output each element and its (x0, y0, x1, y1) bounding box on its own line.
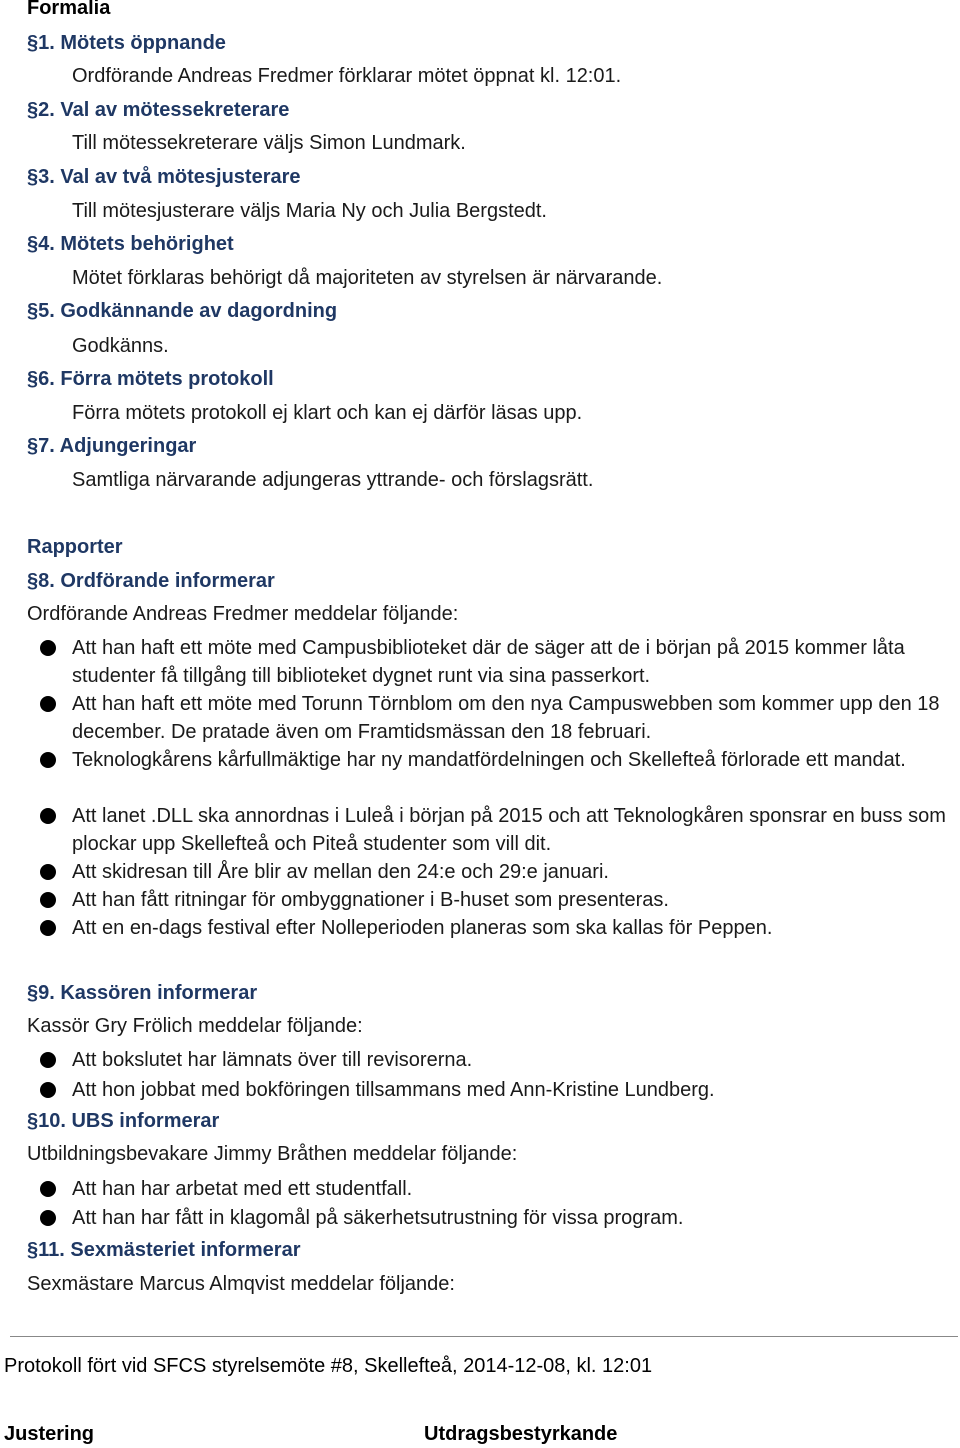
section-10-heading: §10. UBS informerar (27, 1110, 220, 1132)
formalia-heading: Formalia (27, 0, 111, 19)
bullet-icon (40, 1181, 56, 1197)
section-number: §4. (27, 233, 55, 255)
bullet-icon (40, 1210, 56, 1226)
section-8-heading: §8. Ordförande informerar (27, 570, 275, 592)
list-item: Att en en-dags festival efter Nolleperioden planeras som ska kallas för Peppen. (40, 914, 950, 942)
list-item: Att han haft ett möte med Torunn Törnblom om den nya Campuswebben som kommer upp den 18 december. De pratade även om Framtidsmässan den 18 februari. (40, 690, 950, 746)
footer-text: Protokoll fört vid SFCS styrelsemöte #8, Skellefteå, 2014-12-08, kl. 12:01 (4, 1355, 653, 1377)
bullet-icon (40, 864, 56, 880)
section-title: Mötets öppnande (60, 32, 226, 54)
bullet-icon (40, 1082, 56, 1098)
section-3-heading (27, 165, 301, 189)
list-item: Att hon jobbat med bokföringen tillsammans med Ann-Kristine Lundberg. (40, 1076, 950, 1104)
list-item: Att han haft ett möte med Campusbiblioteket där de säger att de i början på 2015 kommer låta studenter få tillgång till biblioteket dygnet runt via sina passerkort. (40, 634, 950, 690)
section-4-heading (27, 232, 234, 256)
bullet-icon (40, 892, 56, 908)
section-7-heading (27, 434, 196, 458)
bullet-icon (40, 1052, 56, 1068)
list-item: Teknologkårens kårfullmäktige har ny mandatfördelningen och Skellefteå förlorade ett mandat. (40, 746, 950, 774)
section-4-body: Mötet förklaras behörigt då majoriteten av styrelsen är närvarande. (72, 267, 663, 289)
section-title: Adjungeringar (59, 435, 197, 457)
signature-label-justering: Justering (4, 1423, 95, 1445)
section-6-heading (27, 367, 274, 391)
bullet-icon (40, 696, 56, 712)
section-10-intro: Utbildningsbevakare Jimmy Bråthen meddelar följande: (27, 1143, 518, 1165)
section-title: Godkännande av dagordning (60, 300, 338, 322)
bullet-icon (40, 920, 56, 936)
section-9-heading: §9. Kassören informerar (27, 982, 258, 1004)
list-item: Att lanet .DLL ska annordnas i Luleå i början på 2015 och att Teknologkåren sponsrar en buss som plockar upp Skellefteå och Piteå studenter som vill dit. (40, 802, 950, 858)
list-item: Att han har arbetat med ett studentfall. (40, 1175, 950, 1203)
section-7-body: Samtliga närvarande adjungeras yttrande- och förslagsrätt. (72, 469, 594, 491)
list-item: Att han har fått in klagomål på säkerhetsutrustning för vissa program. (40, 1204, 950, 1232)
rapporter-heading: Rapporter (27, 536, 123, 558)
section-1-body: Ordförande Andreas Fredmer förklarar mötet öppnat kl. 12:01. (72, 65, 622, 87)
section-3-body: Till mötesjusterare väljs Maria Ny och Julia Bergstedt. (72, 200, 547, 222)
section-8-intro: Ordförande Andreas Fredmer meddelar följande: (27, 603, 459, 625)
section-number: §3. (27, 166, 55, 188)
bullet-icon (40, 752, 56, 768)
section-11-heading: §11. Sexmästeriet informerar (27, 1239, 301, 1261)
section-title: Val av två mötesjusterare (60, 166, 301, 188)
section-number: §1. (27, 32, 55, 54)
section-9-intro: Kassör Gry Frölich meddelar följande: (27, 1015, 363, 1037)
section-5-heading (27, 299, 337, 323)
section-5-body: Godkänns. (72, 335, 169, 357)
section-title: Val av mötessekreterare (60, 99, 290, 121)
section-2-body: Till mötessekreterare väljs Simon Lundmark. (72, 132, 466, 154)
section-title: Mötets behörighet (60, 233, 234, 255)
section-11-intro: Sexmästare Marcus Almqvist meddelar följande: (27, 1273, 455, 1295)
list-item: Att han fått ritningar för ombyggnationer i B-huset som presenteras. (40, 886, 950, 914)
section-1-heading (27, 31, 226, 55)
section-number: §5. (27, 300, 55, 322)
section-title: Förra mötets protokoll (60, 368, 274, 390)
section-number: §7. (27, 435, 55, 457)
list-item: Att skidresan till Åre blir av mellan den 24:e och 29:e januari. (40, 858, 950, 886)
section-number: §6. (27, 368, 55, 390)
signature-label-utdragsbestyrkande: Utdragsbestyrkande (424, 1423, 618, 1445)
section-number: §2. (27, 99, 55, 121)
footer-divider (10, 1336, 958, 1337)
bullet-icon (40, 640, 56, 656)
list-item: Att bokslutet har lämnats över till revisorerna. (40, 1046, 950, 1074)
bullet-icon (40, 808, 56, 824)
section-2-heading (27, 98, 289, 122)
section-6-body: Förra mötets protokoll ej klart och kan ej därför läsas upp. (72, 402, 583, 424)
